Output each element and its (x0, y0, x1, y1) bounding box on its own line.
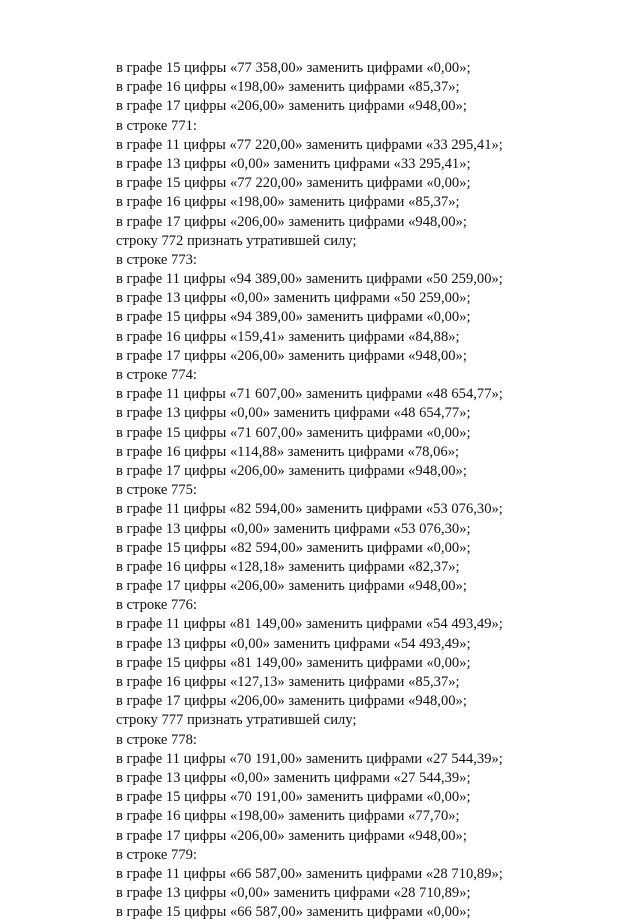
text-line: в графе 13 цифры «0,00» заменить цифрами «48 654,77»; (116, 405, 471, 422)
text-line: в графе 11 цифры «81 149,00» заменить цифрами «54 493,49»; (116, 616, 503, 633)
text-line: в графе 17 цифры «206,00» заменить цифрами «948,00»; (116, 827, 467, 844)
text-line: в графе 16 цифры «198,00» заменить цифрами «77,70»; (116, 808, 460, 825)
text-line: в графе 17 цифры «206,00» заменить цифрами «948,00»; (116, 347, 467, 364)
text-line: в графе 13 цифры «0,00» заменить цифрами «33 295,41»; (116, 155, 471, 172)
text-line: в графе 11 цифры «82 594,00» заменить цифрами «53 076,30»; (116, 501, 503, 518)
text-line: в графе 13 цифры «0,00» заменить цифрами «50 259,00»; (116, 290, 471, 307)
text-line: в графе 13 цифры «0,00» заменить цифрами «28 710,89»; (116, 885, 471, 902)
text-line: строку 777 признать утратившей силу; (116, 712, 357, 729)
text-line: в графе 11 цифры «77 220,00» заменить цифрами «33 295,41»; (116, 136, 503, 153)
text-line: в графе 17 цифры «206,00» заменить цифрами «948,00»; (116, 578, 467, 595)
row-heading: в строке 776: (116, 597, 197, 614)
text-line: в графе 15 цифры «70 191,00» заменить цифрами «0,00»; (116, 789, 471, 806)
document-text-block (116, 59, 536, 922)
text-line: в графе 15 цифры «66 587,00» заменить цифрами «0,00»; (116, 904, 471, 921)
text-line: в графе 17 цифры «206,00» заменить цифрами «948,00»; (116, 462, 467, 479)
text-line: в графе 17 цифры «206,00» заменить цифрами «948,00»; (116, 213, 467, 230)
text-line: в графе 11 цифры «94 389,00» заменить цифрами «50 259,00»; (116, 271, 503, 288)
text-line: в графе 15 цифры «82 594,00» заменить цифрами «0,00»; (116, 539, 471, 556)
row-heading: в строке 773: (116, 251, 197, 268)
row-heading: в строке 779: (116, 846, 197, 863)
text-line: в графе 16 цифры «198,00» заменить цифрами «85,37»; (116, 79, 460, 96)
text-line: в графе 11 цифры «71 607,00» заменить цифрами «48 654,77»; (116, 386, 503, 403)
text-line: в графе 11 цифры «70 191,00» заменить цифрами «27 544,39»; (116, 750, 503, 767)
text-line: в графе 15 цифры «77 358,00» заменить цифрами «0,00»; (116, 60, 471, 76)
text-line: в графе 16 цифры «114,88» заменить цифрами «78,06»; (116, 443, 460, 460)
text-line: в графе 15 цифры «77 220,00» заменить цифрами «0,00»; (116, 175, 471, 192)
text-line: в графе 16 цифры «159,41» заменить цифрами «84,88»; (116, 328, 460, 345)
text-line: в графе 13 цифры «0,00» заменить цифрами «53 076,30»; (116, 520, 471, 537)
text-line: в графе 15 цифры «94 389,00» заменить цифрами «0,00»; (116, 309, 471, 326)
text-line: в графе 13 цифры «0,00» заменить цифрами «27 544,39»; (116, 769, 471, 786)
text-line: в графе 15 цифры «81 149,00» заменить цифрами «0,00»; (116, 654, 471, 671)
text-line: в графе 13 цифры «0,00» заменить цифрами «54 493,49»; (116, 635, 471, 652)
text-line: в графе 11 цифры «66 587,00» заменить цифрами «28 710,89»; (116, 865, 503, 882)
text-line: в графе 16 цифры «127,13» заменить цифрами «85,37»; (116, 674, 460, 690)
text-line: в графе 16 цифры «128,18» заменить цифрами «82,37»; (116, 558, 460, 575)
row-heading: в строке 775: (116, 482, 197, 499)
text-line: в графе 16 цифры «198,00» заменить цифрами «85,37»; (116, 194, 460, 211)
row-heading: в строке 771: (116, 117, 197, 134)
row-heading: в строке 774: (116, 367, 197, 383)
text-line: в графе 17 цифры «206,00» заменить цифрами «948,00»; (116, 693, 467, 710)
text-line: строку 772 признать утратившей силу; (116, 232, 357, 249)
text-line: в графе 17 цифры «206,00» заменить цифрами «948,00»; (116, 98, 467, 115)
row-heading: в строке 778: (116, 731, 197, 748)
text-line: в графе 15 цифры «71 607,00» заменить цифрами «0,00»; (116, 424, 471, 441)
